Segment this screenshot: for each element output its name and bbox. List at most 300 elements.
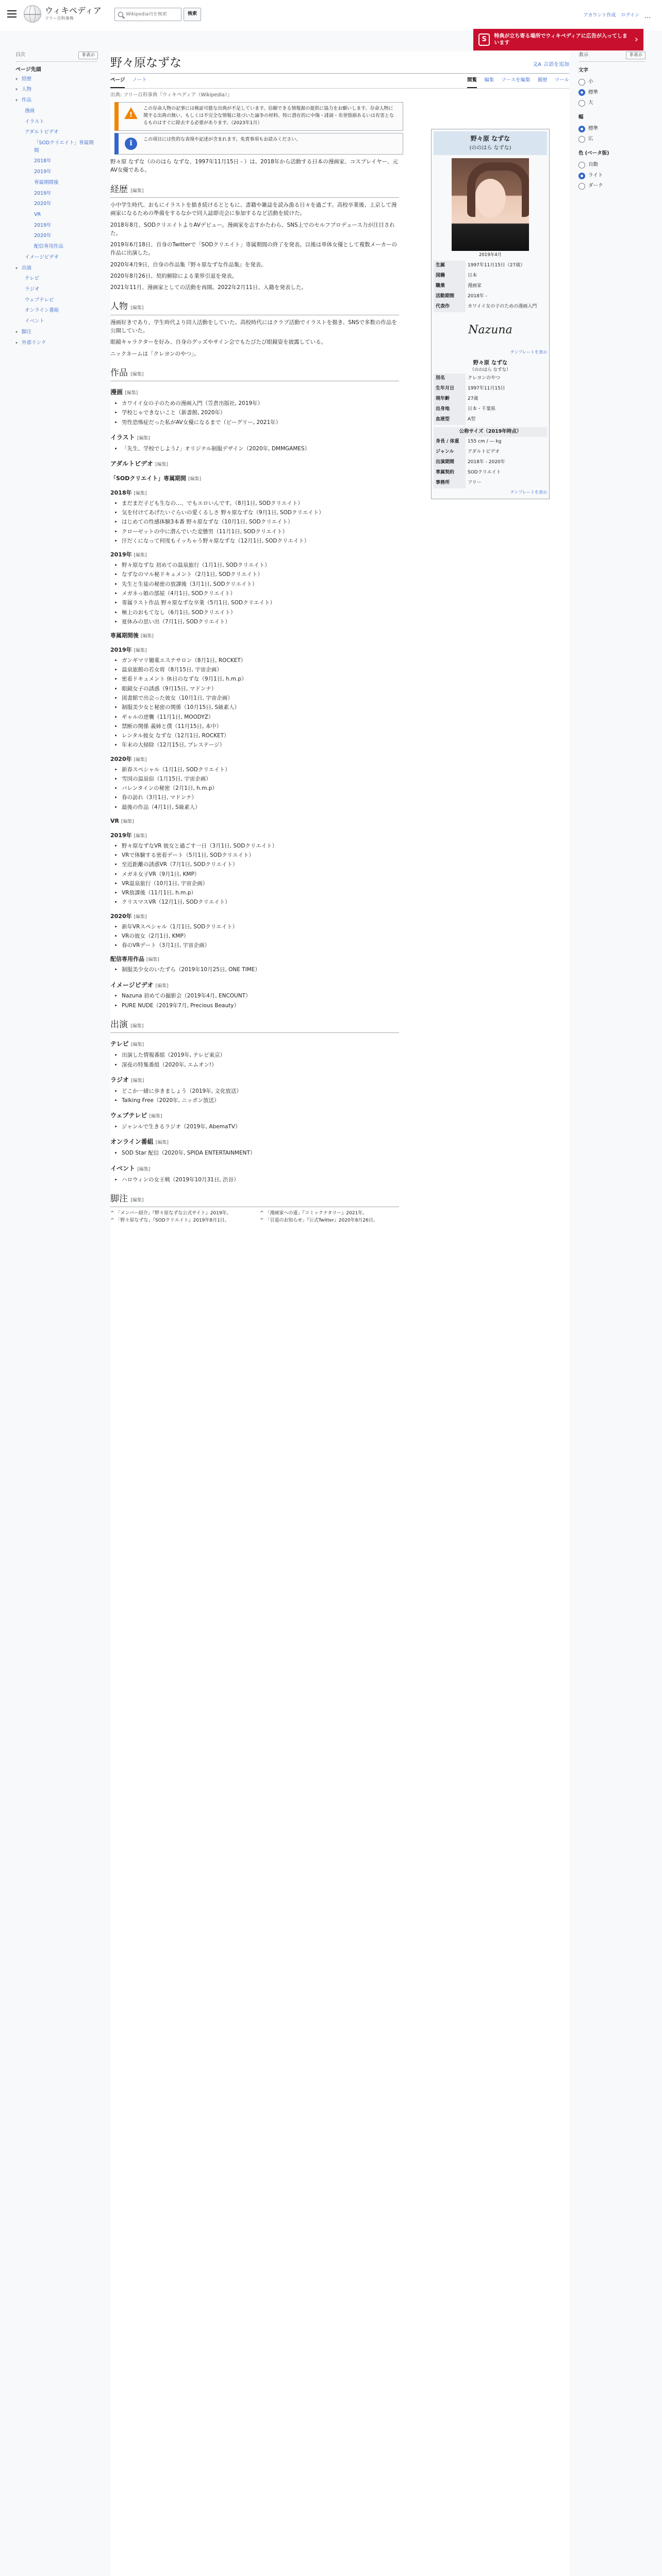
search-button[interactable]: 検索 xyxy=(184,8,201,21)
infobox-row xyxy=(434,447,547,457)
list-item: • ジャンルで生きるラジオ（2019年, AbemaTV） xyxy=(122,1123,399,1131)
list-item: • ハロウィンの女王戦（2019年10月31日, 渋谷） xyxy=(122,1176,399,1184)
add-language-label: 言語を追加 xyxy=(543,62,569,68)
toc-item[interactable] xyxy=(15,95,98,106)
appearances-section xyxy=(110,1018,399,1184)
subsection-heading-text: イメージビデオ xyxy=(110,981,154,989)
notes-heading: 脚注 [編集] xyxy=(110,1192,399,1207)
edit-section-link[interactable]: [編集] xyxy=(130,1023,144,1029)
list-item: • 最後の作品（4月1日, S級素人） xyxy=(122,803,399,811)
year-heading xyxy=(110,488,399,498)
appearance-radio[interactable] xyxy=(578,134,646,145)
video-list xyxy=(110,842,399,907)
appearance-group xyxy=(578,150,646,192)
toc-item-label: 出演 xyxy=(22,265,32,271)
edit-section-link[interactable]: [編集] xyxy=(134,914,147,920)
banner-text: 特典が立ち寄る場所でウィキペディアに広告が入ってしまいます xyxy=(494,33,627,46)
infobox-key: 血液型 xyxy=(434,415,466,425)
references-list xyxy=(110,1210,399,1225)
toc-item-label: 2019年 xyxy=(34,169,52,175)
edit-section-link[interactable]: [編集] xyxy=(131,1078,144,1083)
template-link-1[interactable]: テンプレートを表示 xyxy=(510,349,547,354)
infobox-key: 事務所 xyxy=(434,478,466,488)
reference-item: ^ 「漫画家への道」『コミックナタリー』2021年。 xyxy=(260,1211,368,1216)
year-heading-text: 2019年 xyxy=(110,832,132,839)
infobox-value: 1997年11月15日（27歳） xyxy=(468,262,525,268)
promo-banner[interactable] xyxy=(473,29,643,50)
subsection-heading xyxy=(110,1137,399,1147)
infobox-value: 1997年11月15日 xyxy=(468,386,505,392)
radio-button[interactable] xyxy=(578,136,585,143)
subsection-heading xyxy=(110,1111,399,1121)
infobox-key: 職業 xyxy=(434,281,466,292)
toc-sidebar xyxy=(15,52,98,348)
toc-item[interactable] xyxy=(15,221,98,231)
toc-item[interactable] xyxy=(15,156,98,167)
chevron-right-icon: › xyxy=(634,34,638,45)
radio-button[interactable] xyxy=(578,89,585,96)
toc-item[interactable] xyxy=(15,189,98,199)
toc-item-label: 2020年 xyxy=(34,201,52,207)
edit-section-link[interactable]: [編集] xyxy=(134,833,147,839)
appearance-sidebar xyxy=(578,52,646,192)
list-item: • クローゼットの中に潜んでいた変態男（11月1日, SODクリエイト） xyxy=(122,528,399,536)
infobox-value: フリー xyxy=(468,480,482,485)
toc-item[interactable] xyxy=(15,263,98,274)
toc-item[interactable] xyxy=(15,242,98,252)
logo-name: ウィキペディア xyxy=(45,6,102,15)
infobox-key: 生誕 xyxy=(434,261,466,271)
appearance-radio[interactable] xyxy=(578,124,646,134)
edit-section-link[interactable]: [編集] xyxy=(155,983,169,989)
section-heading xyxy=(110,300,399,315)
text-sections xyxy=(110,183,399,358)
lead-paragraph: 野々原 なずな（ののはら なずな、1997年11月15日 - ）は、2018年から活動する日本の漫画家、コスプレイヤー、元AV女優である。 xyxy=(110,159,398,174)
list-item: • 密着ドキュメント 休日のなずな（9月1日, h.m.p） xyxy=(122,675,399,683)
chevron-down-icon[interactable]: ▾ xyxy=(15,265,18,270)
period-heading-text: 専属期間後 xyxy=(110,632,139,639)
list-item: • 極上のおもてなし（6月1日, SODクリエイト） xyxy=(122,608,399,617)
photo-caption: 2019年4月 xyxy=(478,252,502,258)
chevron-down-icon[interactable]: ▾ xyxy=(15,87,18,92)
paragraph: 2018年8月、SODクリエイトよりAVデビュー。漫画家を志すかたわら、SNS上でのセルフプロデュース力が注目された。 xyxy=(110,222,395,236)
infobox-value: アダルトビデオ xyxy=(468,449,500,454)
radio-label: 標準 xyxy=(588,125,599,131)
site-logo[interactable] xyxy=(24,5,102,23)
appearance-group-label: 色 (ベータ版) xyxy=(578,150,609,157)
infobox-row xyxy=(434,281,547,292)
appearance-group xyxy=(578,114,646,145)
paragraph: 2021年11月、漫画家としての活動を再開。2022年2月11日、入籍を発表した。 xyxy=(110,284,307,291)
subsection-heading xyxy=(110,387,399,397)
infobox-row xyxy=(434,437,547,447)
chevron-down-icon[interactable]: ▾ xyxy=(15,98,18,103)
toc-hide-button[interactable]: 非表示 xyxy=(78,52,98,59)
toc-item[interactable] xyxy=(15,252,98,263)
notice-sources-text: この存命人物の記事には検証可能な出典が不足しています。信頼できる情報源の提供に協力をお願いします。存命人物に関する出典の無い、もしくは不完全な情報に基づいた論争の材料、特に潜在的に中傷・誹謗・名誉毀損あるいは有害となるものはすぐに除去する必要があります。（2023年1月） xyxy=(143,106,394,126)
edit-section-link[interactable]: [編集] xyxy=(134,490,147,496)
chevron-down-icon[interactable]: ▾ xyxy=(15,329,18,334)
toc-header xyxy=(15,52,98,62)
toc-item[interactable] xyxy=(15,306,98,316)
period-heading xyxy=(110,631,399,640)
toc-item[interactable] xyxy=(15,274,98,284)
toc-item[interactable] xyxy=(15,127,98,138)
edit-section-link[interactable]: [編集] xyxy=(155,462,169,468)
toc-item-label: 人物 xyxy=(22,87,32,93)
tab-edit[interactable]: 編集 xyxy=(484,77,494,83)
toc-item[interactable] xyxy=(15,106,98,117)
infobox-key: 活動期間 xyxy=(434,292,466,302)
tab-history[interactable]: 履歴 xyxy=(537,77,548,83)
toc-item[interactable] xyxy=(15,74,98,85)
year-heading-text: 2020年 xyxy=(110,912,132,920)
list-item: • 春の訪れ（3月1日, マドンナ） xyxy=(122,793,399,802)
period-heading xyxy=(110,817,399,826)
toc-item-label: オンライン番組 xyxy=(25,308,59,314)
paragraph: 2019年6月18日、自身のTwitterで「SODクリエイト」専属期間の終了を発表。以後は単体女優として複数メーカーの作品に出演した。 xyxy=(110,242,398,257)
infobox-row xyxy=(434,302,547,312)
list-item: • VR温泉旅行（10月1日, 宇宙企画） xyxy=(122,879,399,888)
radio-button[interactable] xyxy=(578,162,585,168)
subsection-heading xyxy=(110,459,399,469)
toc-item-label: イベント xyxy=(25,318,45,325)
toc-item-label: 2019年 xyxy=(34,190,52,196)
paragraph: ニックネームは「クレヨンのやつ」。 xyxy=(110,350,200,357)
infobox-key: ジャンル xyxy=(434,447,466,457)
toc-top-link[interactable]: ページ先頭 xyxy=(15,67,41,73)
subsection-heading-text: イベント xyxy=(110,1164,136,1172)
toc-item-label: 配信専用作品 xyxy=(34,244,64,250)
edit-section-link[interactable]: [編集] xyxy=(140,634,154,639)
toc-item-label: 脚注 xyxy=(22,329,32,335)
search-icon xyxy=(118,12,123,17)
works-section xyxy=(110,366,399,1010)
toc-item-label: アダルトビデオ xyxy=(25,129,59,135)
section-heading-text: 人物 xyxy=(110,301,128,312)
appearance-heading: 表示 xyxy=(578,52,589,58)
list-item: • 気を付けてあげたいぐらいの愛くるしさ 野々原なずな（9月1日, SODクリエイト） xyxy=(122,509,399,517)
main-content xyxy=(110,52,569,2576)
template-link-2[interactable]: テンプレートを表示 xyxy=(510,489,547,495)
toc-heading: 目次 xyxy=(15,52,26,58)
page-tabs xyxy=(110,75,569,89)
reference-item: ^ 「野々原なずな」『SODクリエイト』2019年8月1日。 xyxy=(110,1218,229,1224)
toc-item-label: 2020年 xyxy=(34,233,52,239)
year-heading xyxy=(110,646,399,655)
edit-section-link[interactable]: [編集] xyxy=(155,1140,169,1146)
toc-item[interactable] xyxy=(15,167,98,178)
list-item: • 深夜の特集番組（2020年, エムオン!） xyxy=(122,1061,399,1069)
list-item: • 出演した情報番組（2019年, テレビ東京） xyxy=(122,1051,399,1059)
infobox-value: 155 cm / ― kg xyxy=(468,438,502,444)
toc-item[interactable] xyxy=(15,117,98,128)
infobox-table-3 xyxy=(434,437,547,488)
appearance-radio[interactable] xyxy=(578,181,646,192)
edit-section-link[interactable]: [編集] xyxy=(134,553,147,558)
signature-image: Nazuna xyxy=(468,323,512,336)
edit-section-link[interactable]: [編集] xyxy=(146,957,159,963)
edit-section-link[interactable]: [編集] xyxy=(188,477,202,482)
list-item: • 温泉旅館の若女将（8月15日, 宇宙企画） xyxy=(122,666,399,674)
chevron-down-icon[interactable]: ▾ xyxy=(15,340,18,345)
list-item: • 年末の大掃除（12月15日, プレステージ） xyxy=(122,741,399,749)
edit-section-link[interactable]: [編集] xyxy=(130,188,144,194)
list-item: • 野々原なずなVR 彼女と過ごす一日（3月1日, SODクリエイト） xyxy=(122,842,399,850)
infobox-value: カワイイ女の子のための漫画入門 xyxy=(468,303,537,309)
list-item: • どこか一緒に歩きましょう（2019年, 文化放送） xyxy=(122,1087,399,1095)
infobox-section-label: 公称サイズ（2019年時点） xyxy=(434,427,547,437)
tab-tools[interactable]: ツール xyxy=(554,77,569,83)
reference-column xyxy=(260,1210,399,1225)
list-item: • 汗だくになって何度もイッちゃう野々原なずな（12月1日, SODクリエイト） xyxy=(122,537,399,545)
toc-item-label: ウェブテレビ xyxy=(25,297,54,303)
create-account-link[interactable]: アカウント作成 xyxy=(583,13,616,19)
appearance-options xyxy=(578,67,646,192)
appear-heading-text: 出演 xyxy=(110,1019,128,1030)
appearance-radio[interactable] xyxy=(578,171,646,181)
appearance-header xyxy=(578,52,646,62)
infobox xyxy=(431,129,550,499)
toc-item-label: VR xyxy=(34,212,41,218)
appearance-hide-button[interactable]: 非表示 xyxy=(626,52,646,59)
main-menu-icon[interactable] xyxy=(7,10,16,18)
toc-list xyxy=(15,74,98,349)
infobox-row xyxy=(434,478,547,488)
works-heading xyxy=(110,366,399,381)
list-item: • 先生と生徒の秘密の放課後（3月1日, SODクリエイト） xyxy=(122,580,399,588)
iv-list xyxy=(110,992,399,1010)
radio-button[interactable] xyxy=(578,79,585,86)
toc-item[interactable] xyxy=(15,138,98,156)
tab-talk[interactable]: ノート xyxy=(132,77,147,83)
web-list xyxy=(110,1123,399,1131)
search-input[interactable] xyxy=(126,12,175,17)
notice-adult xyxy=(114,133,403,155)
list-item: • なずなのマル秘ドキュメント（2月1日, SODクリエイト） xyxy=(122,570,399,579)
video-list xyxy=(110,561,399,626)
year-heading-text: 2018年 xyxy=(110,489,132,496)
list-item: • Talking Free（2020年, ニッポン放送） xyxy=(122,1096,399,1105)
logo-tagline: フリー百科事典 xyxy=(45,15,74,21)
list-item: • クリスマスVR（12月1日, SODクリエイト） xyxy=(122,898,399,906)
toc-item[interactable] xyxy=(15,316,98,327)
infobox-row xyxy=(434,468,547,478)
paragraph: 眼鏡キャラクターを好み、自身のグッズやサイン会でもたびたび眼鏡姿を披露している。 xyxy=(110,339,327,346)
appear-heading xyxy=(110,1018,399,1033)
radio-label: ライト xyxy=(588,172,603,178)
tab-read[interactable]: 閲覧 xyxy=(467,75,477,88)
infobox-value: 2018年 - xyxy=(468,293,488,299)
subsection-heading-text: イラスト xyxy=(110,433,135,441)
subsection-heading-text: アダルトビデオ xyxy=(110,460,153,468)
infobox-table-2 xyxy=(434,374,547,425)
infobox-row xyxy=(434,394,547,404)
edit-section-link[interactable]: [編集] xyxy=(137,435,150,441)
year-heading xyxy=(110,912,399,921)
edit-section-link[interactable]: [編集] xyxy=(130,371,144,377)
warning-icon xyxy=(124,106,138,120)
tv-list xyxy=(110,1051,399,1069)
list-item: • PURE NUDE（2019年7月, Precious Beauty） xyxy=(122,1002,399,1010)
toc-item-label: 漫画 xyxy=(25,108,35,114)
illust-list xyxy=(110,445,399,453)
list-item: • 夏休みの思い出（7月1日, SODクリエイト） xyxy=(122,618,399,626)
edit-section-link[interactable]: [編集] xyxy=(121,819,134,824)
works-heading-text: 作品 xyxy=(110,367,128,378)
subsection-heading xyxy=(110,1164,399,1174)
infobox-value: A型 xyxy=(468,417,476,422)
subsection-heading xyxy=(110,1075,399,1085)
infobox-row xyxy=(434,457,547,468)
infobox-value: SODクリエイト xyxy=(468,469,501,475)
toc-item[interactable] xyxy=(15,284,98,295)
video-list xyxy=(110,499,399,545)
video-list xyxy=(110,656,399,750)
online-list xyxy=(110,1149,399,1157)
search-box[interactable] xyxy=(114,8,181,21)
appearance-group-label: 文字 xyxy=(578,67,589,74)
paragraph: 小中学生時代、おもにイラストを描き続けるとともに、書籍や雑誌を読み漁る日々を過ごす。高校卒業後、上京して漫画家になるための準備をするなかで同人誌即売会に参加するなど活動を続けた。 xyxy=(110,202,397,217)
list-item: • VRで体験する密着デート（5月1日, SODクリエイト） xyxy=(122,851,399,859)
add-language-button[interactable] xyxy=(533,61,569,69)
list-item: • 春のVRデート（3月1日, 宇宙企画） xyxy=(122,941,399,950)
video-list xyxy=(110,965,399,974)
tab-edit-source[interactable]: ソースを編集 xyxy=(501,77,531,83)
radio-label: ダーク xyxy=(588,183,603,189)
infobox-row xyxy=(434,271,547,281)
list-item: • 眼鏡女子の誘惑（9月15日, マドンナ） xyxy=(122,685,399,693)
appearance-group-label: 幅 xyxy=(578,114,584,121)
edit-section-link[interactable]: [編集] xyxy=(149,1114,162,1120)
list-item: • 男性恐怖症だった私がAV女優になるまで（ビーグリー, 2021年） xyxy=(122,418,399,427)
event-list xyxy=(110,1176,399,1184)
subsection-heading xyxy=(110,1039,399,1049)
list-item: • ガンギマリ媚薬エステサロン（8月1日, ROCKET） xyxy=(122,656,399,665)
infobox-key: 生年月日 xyxy=(434,384,466,394)
list-item: • メガネっ娘の部屋（4月1日, SODクリエイト） xyxy=(122,589,399,598)
list-item: • 雪国の温泉宿（1月15日, 宇宙企画） xyxy=(122,775,399,783)
toc-item[interactable] xyxy=(15,295,98,306)
notice-sources xyxy=(114,102,403,131)
year-heading xyxy=(110,831,399,840)
list-item: • 新年VRスペシャル（1月1日, SODクリエイト） xyxy=(122,923,399,931)
paragraph: 漫画好きであり、学生時代より同人活動をしていた。高校時代にはクラブ活動でイラストを描き、SNSで多数の作品を公開していた。 xyxy=(110,319,397,334)
tab-page[interactable]: ページ xyxy=(110,75,125,88)
appearance-radio[interactable] xyxy=(578,160,646,171)
list-item: • メガネ女子VR（9月1日, KMP） xyxy=(122,870,399,878)
radio-label: 広 xyxy=(588,136,593,142)
list-item: • Nazuna 初めての撮影会（2019年4月, ENCOUNT） xyxy=(122,992,399,1000)
toc-item-label: ラジオ xyxy=(25,286,40,293)
toc-item[interactable] xyxy=(15,178,98,189)
infobox-subname: 野々原 なずな xyxy=(473,360,508,366)
appearance-radio[interactable] xyxy=(578,98,646,109)
toc-item[interactable] xyxy=(15,210,98,221)
site-subtitle: 出典: フリー百科事典『ウィキペディア（Wikipedia）』 xyxy=(110,92,233,98)
edit-section-link[interactable]: [編集] xyxy=(134,757,147,762)
infobox-key: 専属契約 xyxy=(434,468,466,478)
more-options-icon[interactable]: … xyxy=(644,12,651,20)
toc-item-label: 「SODクリエイト」専属期間 xyxy=(34,140,94,154)
toc-item[interactable] xyxy=(15,231,98,242)
subsection-heading xyxy=(110,433,399,443)
radio-button[interactable] xyxy=(578,126,585,132)
edit-section-link[interactable]: [編集] xyxy=(130,1042,144,1048)
infobox-key: 国籍 xyxy=(434,271,466,281)
radio-button[interactable] xyxy=(578,173,585,179)
infobox-key: 出演期間 xyxy=(434,457,466,468)
section-heading-text: 経歴 xyxy=(110,184,128,195)
toc-item[interactable] xyxy=(15,338,98,349)
infobox-row xyxy=(434,292,547,302)
appearance-radio[interactable] xyxy=(578,77,646,88)
infobox-row xyxy=(434,404,547,415)
video-list xyxy=(110,766,399,811)
info-icon: i xyxy=(124,137,138,151)
toc-item[interactable] xyxy=(15,199,98,210)
radio-label: 小 xyxy=(588,78,593,84)
edit-section-link[interactable]: [編集] xyxy=(125,391,138,396)
toc-item-label: 2018年 xyxy=(34,158,52,164)
chevron-down-icon[interactable]: ▾ xyxy=(15,76,18,81)
list-item: • まだまだ子ども生なの…、でもエロいんです。（8月1日, SODクリエイト） xyxy=(122,499,399,507)
login-link[interactable]: ログイン xyxy=(621,13,639,19)
infobox-key: 身長 / 体重 xyxy=(434,437,466,447)
subsection-heading-text: ラジオ xyxy=(110,1076,129,1083)
toc-item-label: テレビ xyxy=(25,276,40,282)
portrait-photo[interactable] xyxy=(452,158,529,251)
period-heading xyxy=(110,474,399,483)
toc-item-label: 2019年 xyxy=(34,222,52,228)
toc-item-label: 専属期間後 xyxy=(34,179,59,185)
appearance-radio[interactable] xyxy=(578,88,646,98)
infobox-table-1 xyxy=(434,261,547,312)
radio-button[interactable] xyxy=(578,183,585,190)
toc-item-label: イメージビデオ xyxy=(25,254,59,260)
period-heading-text: VR xyxy=(110,817,119,824)
infobox-key: 出身地 xyxy=(434,404,466,415)
translate-icon: 文A xyxy=(533,62,541,68)
period-heading-text: 「SODクリエイト」専属期間 xyxy=(110,475,187,482)
edit-section-link[interactable]: [編集] xyxy=(137,1166,151,1172)
infobox-title: 野々原 なずな (ののはら なずな) xyxy=(434,131,547,155)
list-item: • 新春スペシャル（1月1日, SODクリエイト） xyxy=(122,766,399,774)
paragraph: 2020年4月9日、自身の作品集『野々原なずな作品集』を発表。 xyxy=(110,261,267,268)
toc-item-label: 作品 xyxy=(22,97,32,104)
list-item: • 図書館で出会った彼女（10月1日, 宇宙企画） xyxy=(122,694,399,702)
toc-item[interactable] xyxy=(15,84,98,95)
toc-item[interactable] xyxy=(15,327,98,338)
edit-section-link[interactable]: [編集] xyxy=(134,648,147,653)
infobox-key: 代表作 xyxy=(434,302,466,312)
radio-label: 大 xyxy=(588,100,593,106)
list-item: • レンタル彼女 なずな（12月1日, ROCKET） xyxy=(122,732,399,740)
period-heading xyxy=(110,955,399,964)
list-item: • SOD Star 配信（2020年, SPIDA ENTERTAINMENT） xyxy=(122,1149,399,1157)
infobox-value: 日本 xyxy=(468,273,477,278)
site-header xyxy=(0,0,662,31)
subsection-heading-text: ウェブテレビ xyxy=(110,1112,147,1120)
reference-column xyxy=(110,1210,250,1225)
video-list xyxy=(110,923,399,950)
year-heading xyxy=(110,550,399,560)
radio-button[interactable] xyxy=(578,100,585,107)
radio-label: 自動 xyxy=(588,161,599,167)
edit-section-link[interactable]: [編集] xyxy=(130,306,144,311)
list-item: • 野々原なずな 初めての温泉旅行（1月1日, SODクリエイト） xyxy=(122,561,399,569)
infobox-value: 27歳 xyxy=(468,396,478,402)
